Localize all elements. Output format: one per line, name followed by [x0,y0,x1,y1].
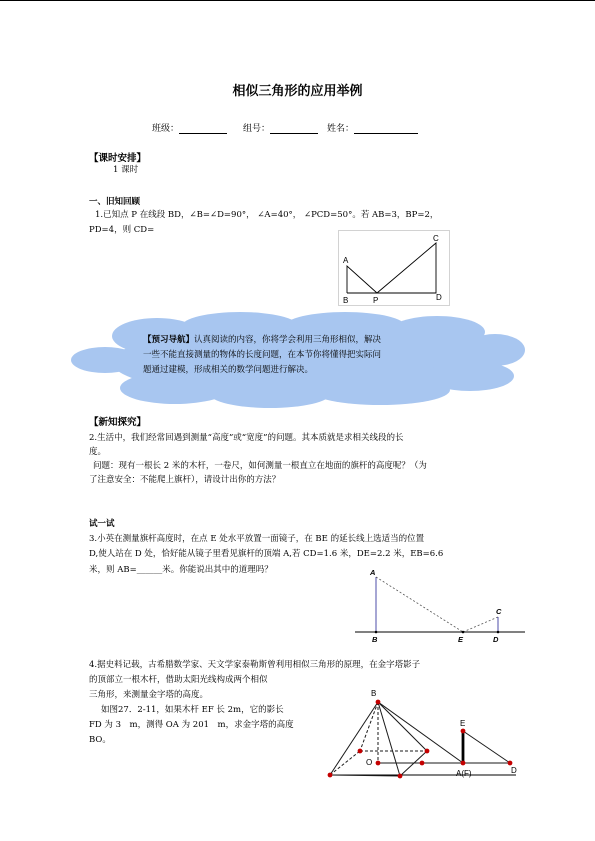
preview-line2: 一些不能直接测量的物体的长度问题，在本节你将懂得把实际问 [143,350,382,360]
figure-q1 [338,230,450,306]
info-name [327,121,418,134]
label-p: P [373,296,379,305]
class-label: 班级： [152,124,180,134]
label-o: O [366,758,373,767]
label-e: E [458,635,464,644]
label-e: E [460,719,466,728]
group-blank[interactable] [270,124,318,134]
preview-line1 [143,333,381,347]
explore-heading: 【新知探究】 [89,417,147,428]
label-d: D [511,766,517,775]
preview-text1: 认真阅读的内容，你将学会利用三角形相似，解决 [194,335,382,345]
pyramid-line6: BO。 [89,735,111,745]
label-a: A [370,568,376,577]
try-line3: 米，则 AB=______米。你能说出其中的道理吗？ [89,565,273,575]
label-c: C [433,234,439,243]
preview-line3: 题通过建模，形成相关的数学问题进行解决。 [143,365,314,375]
schedule-heading: 【课时安排】 [89,153,147,164]
review-heading: 一、旧知回顾 [89,197,141,207]
label-d: D [436,293,442,302]
try-line1: 3.小英在测量旗杆高度时，在点 E 处水平放置一面镜子，在 BE 的延长线上选适当的位置 [89,534,425,544]
pyramid-line4: 如图27．2-11，如果木杆 EF 长 2m，它的影长 [101,705,284,715]
class-blank[interactable] [179,124,227,134]
explore-p2-line2: 了注意安全：不能爬上旗杆），请设计出你的方法？ [89,475,281,485]
schedule-value: 1 课时 [113,165,139,175]
info-class [152,121,227,134]
group-label: 组号： [243,124,271,134]
label-b: B [371,689,377,698]
pyramid-line3: 三角形，来测量金字塔的高度。 [89,690,209,700]
label-b: B [343,296,349,305]
explore-p2-line1: 问题：现有一根长 2 米的木杆，一卷尺，如何测量一根直立在地面的旗杆的高度呢？（为 [93,461,427,471]
q1-line2: PD=4，则 CD= [89,225,155,235]
explore-p1-line1: 2.生活中，我们经常回遇到测量“高度”或“宽度”的问题。其本质就是求相关线段的长 [89,433,404,443]
top-rule [0,0,595,1]
pyramid-line2: 的顶部立一根木杆，借助太阳光线构成两个相似 [89,675,268,685]
name-blank[interactable] [354,124,418,134]
preview-bold: 【预习导航】 [143,335,195,345]
pyramid-line5: FD 为 3 m，测得 OA 为 201 m，求金字塔的高度 [89,720,294,730]
page-title: 相似三角形的应用举例 [232,84,363,99]
pyramid-line1: 4.据史料记载，古希腊数学家、天文学家泰勒斯曾利用相似三角形的原理，在金字塔影子 [89,660,421,670]
explore-p1-line2: 度。 [89,447,107,457]
label-b: B [372,635,378,644]
name-label: 姓名： [327,124,355,134]
label-a: A [343,256,349,265]
figure-pyramid [320,685,525,790]
info-group [243,121,318,134]
q1-line1: 1.已知点 P 在线段 BD，∠B=∠D=90°， ∠A=40°， ∠PCD=50°。若 AB=3，BP=2， [95,210,439,220]
try-line2: D,使人站在 D 处，恰好能从镜子里看见旗杆的顶端 A,若 CD=1.6 米，DE=2.2 米，EB=6.6 [89,549,444,559]
label-d: D [493,635,499,644]
label-af: A(F) [456,769,472,778]
label-c: C [496,607,502,616]
figure-mirror [355,565,530,645]
try-heading: 试一试 [89,519,115,529]
